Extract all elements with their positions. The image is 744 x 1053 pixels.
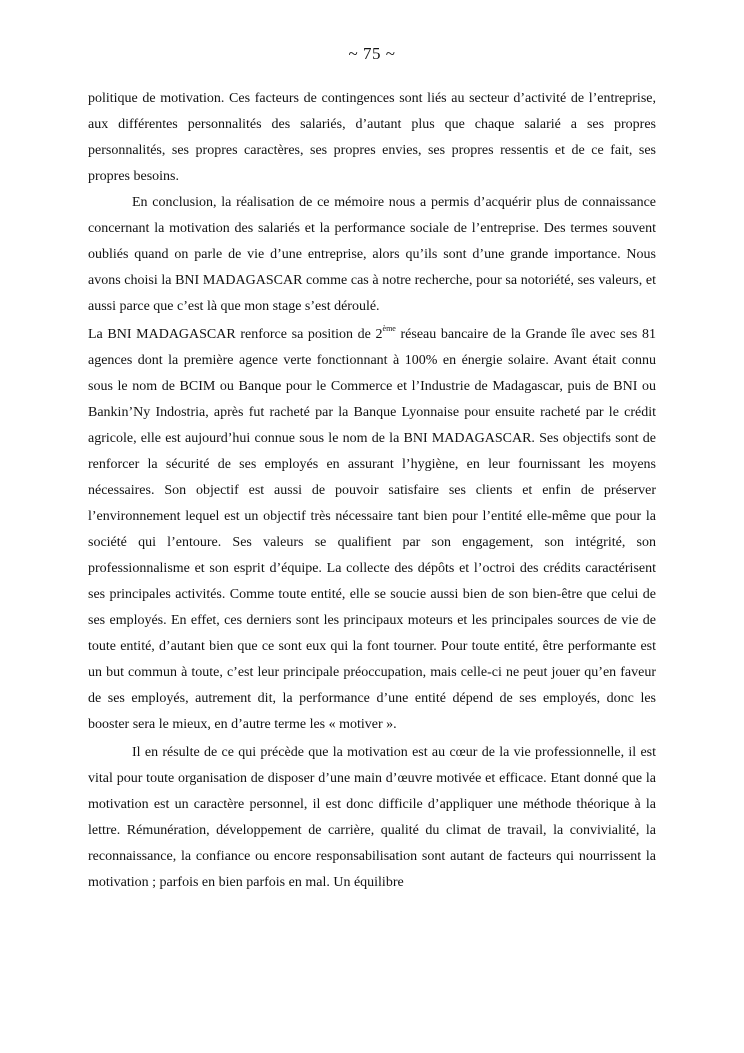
paragraph-4: Il en résulte de ce qui précède que la motivation est au cœur de la vie professionnelle, il est vital pour toute organisation de disposer d’une main d’œuvre motivée et efficace. Etant donné que la motivation est un caractère personnel, il est donc difficile d’appliquer une méthode théorique à la lettre. Rémunération, développement de carrière, qualité du climat de travail, la convivialité, la reconnaissance, la confiance ou encore responsabilisation sont autant de facteurs qui nourrissent la motivation ; parfois en bien parfois en mal. Un équilibre xyxy=(88,745,656,890)
ordinal-superscript: ème xyxy=(382,324,396,333)
paragraph-3 xyxy=(88,322,656,738)
body-text xyxy=(88,86,656,896)
page-number: ~ 75 ~ xyxy=(348,44,396,63)
paragraph-3-rest: réseau bancaire de la Grande île avec ses 81 agences dont la première agence verte fonctionnant à 100% en énergie solaire. Avant était connu sous le nom de BCIM ou Banque pour le Commerce et l’Industrie de Madagascar, puis de BNI ou Bankin’Ny Indostria, après fut racheté par la Banque Lyonnaise pour ensuite racheté par le crédit agricole, elle est aujourd’hui connue sous le nom de la BNI MADAGASCAR. Ses objectifs sont de renforcer la sécurité de ses employés en assurant l’hygiène, en leur fournissant les moyens nécessaires. Son objectif est aussi de pouvoir satisfaire ses clients et enfin de préserver l’environnement lequel est un objectif très nécessaire tant bien pour l’entité elle-même que pour la société qui l’entoure. Ses valeurs se qualifient par son engagement, son intégrité, son professionnalisme et son esprit d’équipe. La collecte des dépôts et l’octroi des crédits caractérisent ses principales activités. Comme toute entité, elle se soucie aussi bien de son bien-être que celui de ses employés. En effet, ces derniers sont les principaux moteurs et les principales sources de vie de toute entité, d’autant bien que ce sont eux qui la font tourner. Pour toute entité, être performante est un but commun à toute, c’est leur principale préoccupation, mais celle-ci ne peut jouer qu’en faveur de ses employés, autrement dit, la performance d’une entité dépend de ses employés, donc les booster sera le mieux, en d’autre terme les « motiver ». xyxy=(88,327,657,732)
paragraph-3-start: La BNI MADAGASCAR renforce sa position de 2 xyxy=(88,327,383,342)
paragraph-2: En conclusion, la réalisation de ce mémoire nous a permis d’acquérir plus de connaissance concernant la motivation des salariés et la performance sociale de l’entreprise. Des termes souvent oubliés quand on parle de vie d’une entreprise, alors qu’ils sont d’une grande importance. Nous avons choisi la BNI MADAGASCAR comme cas à notre recherche, pour sa notoriété, ses valeurs, et aussi parce que c’est là que mon stage s’est déroulé. xyxy=(88,195,656,314)
paragraph-1: politique de motivation. Ces facteurs de contingences sont liés au secteur d’activité de l’entreprise, aux différentes personnalités des salariés, d’autant plus que chaque salarié a ses propres personnalités, ses propres caractères, ses propres envies, ses propres ressentis et de ce fait, ses propres besoins. xyxy=(88,91,656,184)
